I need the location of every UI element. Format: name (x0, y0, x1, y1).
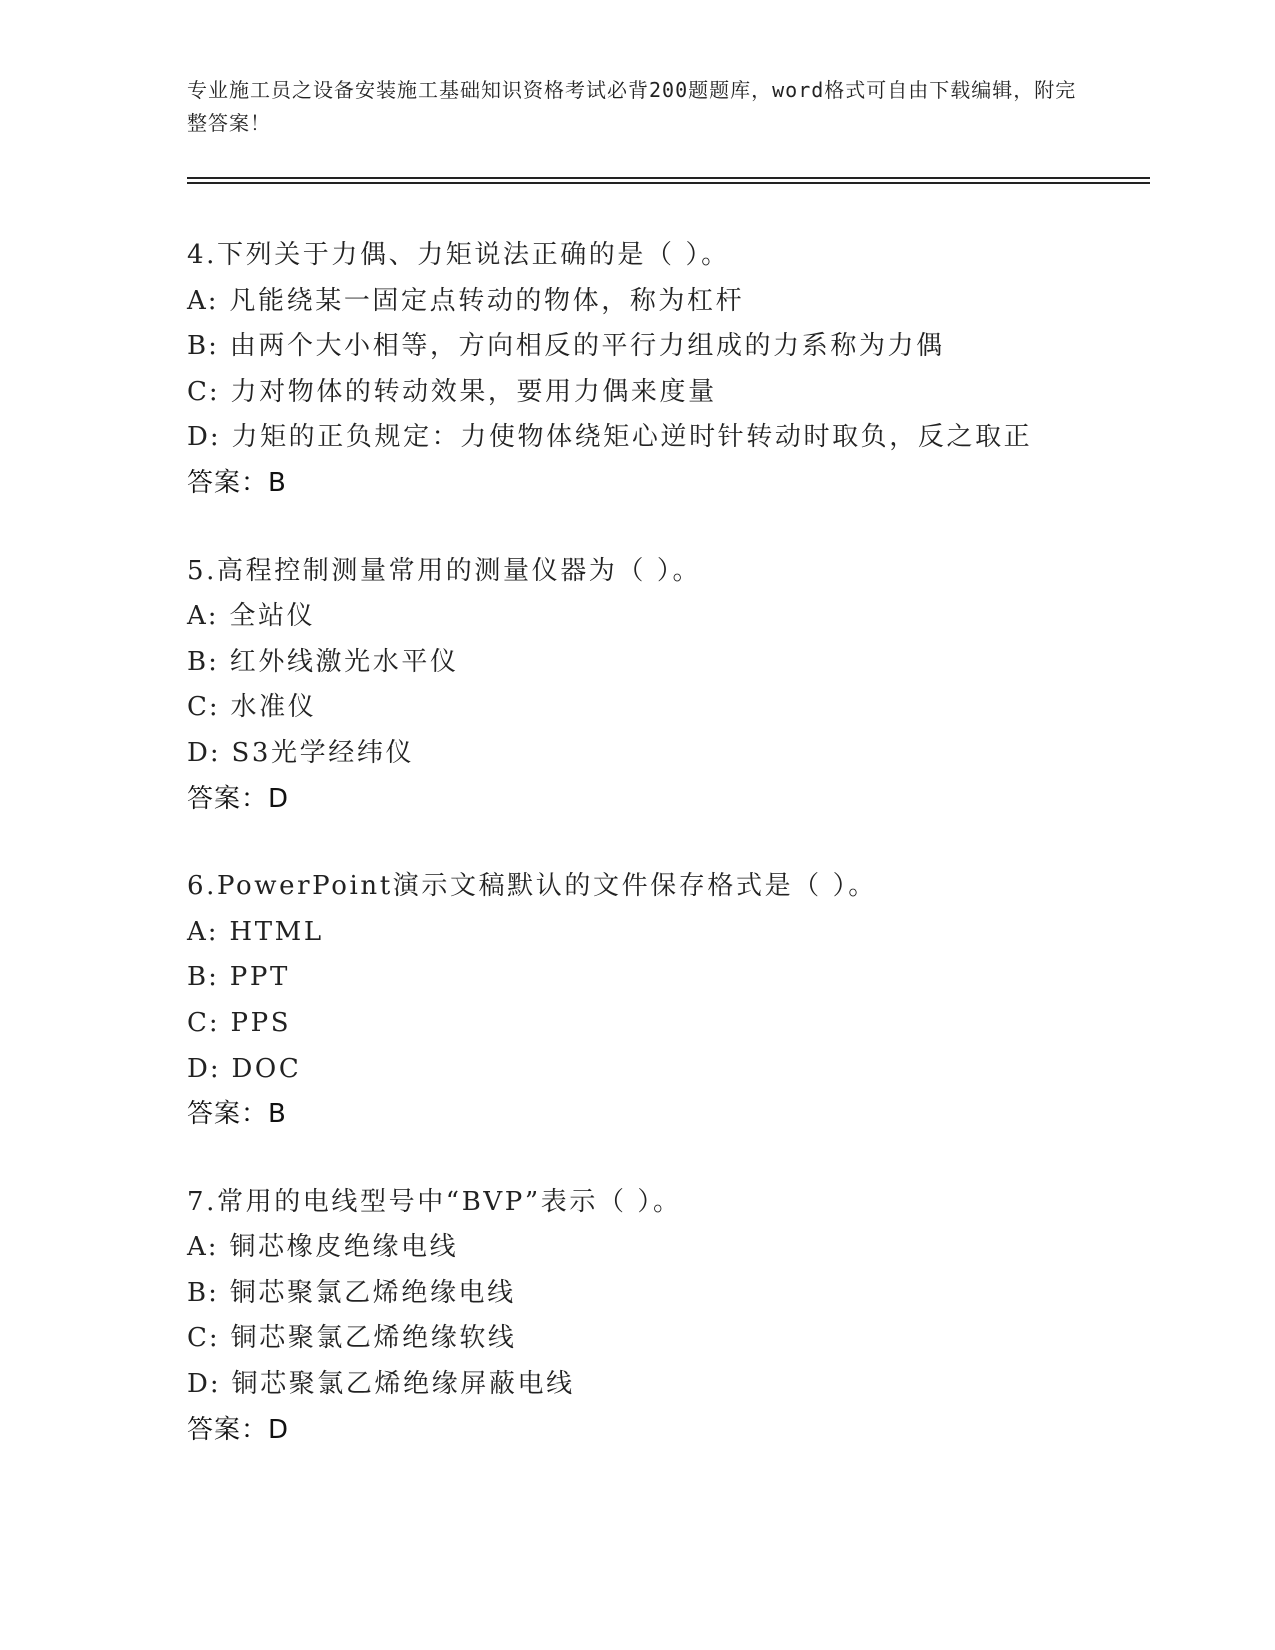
question-list (187, 233, 1150, 1495)
question-stem: 4.下列关于力偶、力矩说法正确的是（ ）。 (187, 240, 730, 270)
option-a (187, 1225, 1150, 1271)
option-a (187, 594, 1150, 640)
question-5 (187, 549, 1150, 823)
option-text: PPS (230, 1007, 292, 1038)
option-c (187, 685, 1150, 731)
document-header: 专业施工员之设备安装施工基础知识资格考试必背200题题库，word格式可自由下载编辑，附完整答案！ (187, 78, 1077, 135)
option-text: DOC (231, 1053, 302, 1084)
header-divider-bottom (187, 182, 1150, 184)
option-letter: C: (187, 692, 220, 723)
option-letter: A: (187, 285, 219, 316)
option-letter: A: (187, 601, 219, 632)
option-letter: D: (187, 422, 221, 453)
option-letter: A: (187, 1232, 219, 1263)
option-text: 铜芯橡皮绝缘电线 (229, 1232, 459, 1263)
option-text: 由两个大小相等，方向相反的平行力组成的力系称为力偶 (229, 331, 945, 362)
answer-line: 答案：D (187, 1414, 290, 1445)
option-text: 水准仪 (230, 692, 317, 723)
option-a (187, 910, 1150, 956)
option-text: PPT (229, 962, 290, 993)
question-stem: 7.常用的电线型号中“BVP”表示（ ）。 (187, 1186, 682, 1217)
option-text: 红外线激光水平仪 (229, 646, 459, 677)
option-letter: D: (187, 1053, 221, 1084)
option-b (187, 324, 1150, 370)
option-letter: B: (187, 1277, 219, 1308)
option-text: 凡能绕某一固定点转动的物体，称为杠杆 (229, 285, 745, 316)
option-letter: C: (187, 1323, 220, 1354)
option-b (187, 955, 1150, 1001)
option-text: 铜芯聚氯乙烯绝缘电线 (229, 1277, 516, 1308)
option-letter: A: (187, 916, 219, 947)
option-c (187, 1316, 1150, 1362)
option-text: 全站仪 (229, 601, 316, 632)
option-text: 力矩的正负规定：力使物体绕矩心逆时针转动时取负，反之取正 (231, 422, 1033, 453)
option-text: 铜芯聚氯乙烯绝缘软线 (230, 1323, 517, 1354)
option-c (187, 1001, 1150, 1047)
question-7 (187, 1180, 1150, 1454)
option-b (187, 1271, 1150, 1317)
answer-line: 答案：D (187, 783, 290, 814)
option-a (187, 279, 1150, 325)
option-d (187, 415, 1150, 461)
option-d (187, 1047, 1150, 1093)
option-letter: D: (187, 737, 221, 768)
header-divider-top (187, 177, 1150, 179)
question-6 (187, 864, 1150, 1138)
question-4 (187, 233, 1150, 507)
option-d (187, 731, 1150, 777)
option-text: S3光学经纬仪 (231, 737, 415, 768)
question-stem: 6.PowerPoint演示文稿默认的文件保存格式是（ ）。 (187, 871, 877, 902)
option-letter: B: (187, 962, 219, 993)
answer-line: 答案：B (187, 467, 287, 498)
option-d (187, 1362, 1150, 1408)
option-letter: C: (187, 376, 220, 407)
option-letter: C: (187, 1007, 220, 1038)
question-stem: 5.高程控制测量常用的测量仪器为（ ）。 (187, 555, 702, 586)
option-text: 力对物体的转动效果，要用力偶来度量 (230, 376, 717, 407)
option-c (187, 370, 1150, 416)
option-b (187, 640, 1150, 686)
option-letter: B: (187, 646, 219, 677)
option-text: 铜芯聚氯乙烯绝缘屏蔽电线 (231, 1369, 575, 1400)
option-text: HTML (229, 916, 324, 947)
option-letter: B: (187, 331, 219, 362)
option-letter: D: (187, 1369, 221, 1400)
answer-line: 答案：B (187, 1099, 287, 1130)
